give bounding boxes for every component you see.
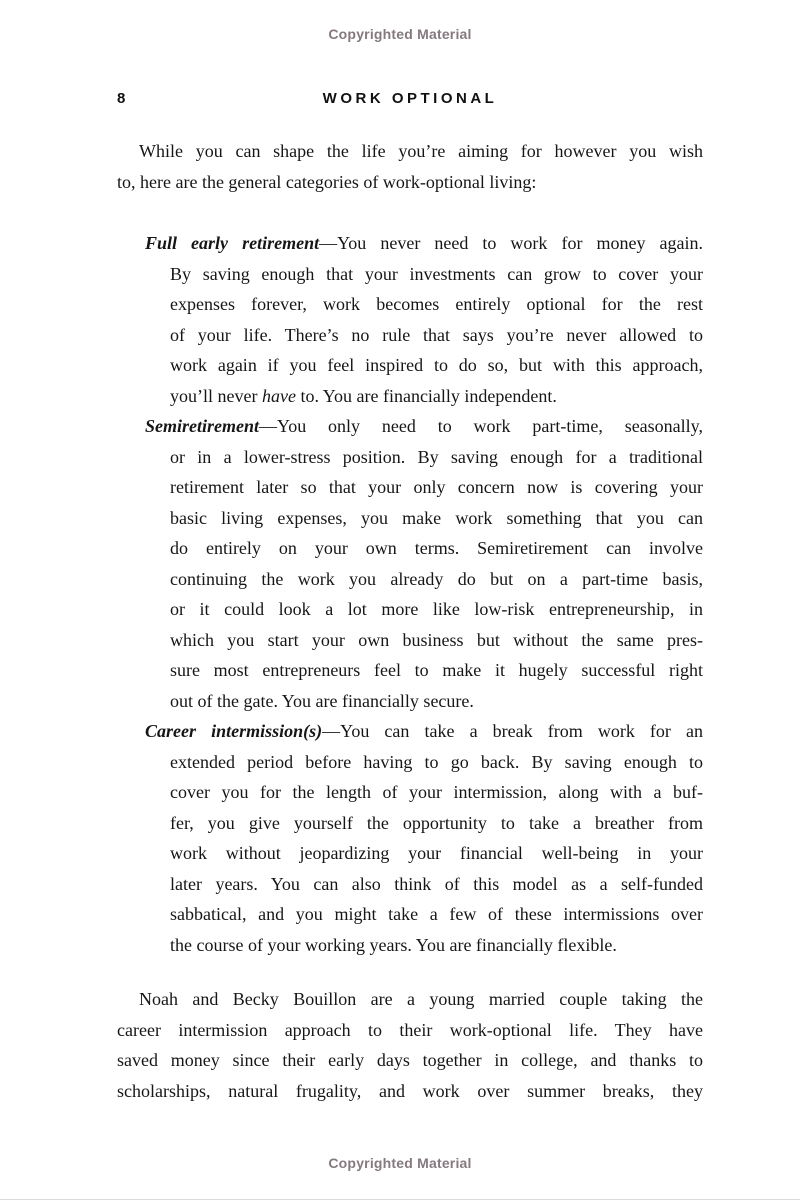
- body-text: work again if you feel inspired to do so, but with this approach,: [170, 355, 703, 375]
- text-line: [117, 899, 703, 930]
- page-number: 8: [117, 90, 126, 107]
- text-line: [117, 136, 703, 167]
- body-text: scholarships, natural frugality, and work over summer breaks, they: [117, 1080, 703, 1101]
- body-text: By saving enough that your investments can grow to cover your: [170, 263, 703, 284]
- text-line: [117, 655, 703, 686]
- text-line: [117, 747, 703, 778]
- body-text: or it could look a lot more like low-risk entrepreneurship, in: [170, 599, 703, 619]
- text-line: [117, 381, 703, 412]
- emphasized-text: Semiretirement: [145, 416, 259, 436]
- emphasized-text: have: [261, 385, 296, 406]
- body-text: saved money since their early days together in college, and thanks to: [117, 1050, 703, 1070]
- intro-paragraph: [117, 136, 703, 197]
- body-text: cover you for the length of your intermission, along with a buf-: [170, 782, 703, 802]
- body-text: —You never need to work for money again.: [319, 233, 703, 253]
- copyright-watermark-top: Copyrighted Material: [328, 26, 472, 42]
- text-line: [117, 442, 703, 473]
- text-line: [117, 1015, 703, 1046]
- text-line: [117, 1045, 703, 1076]
- text-line: [117, 533, 703, 564]
- body-text: career intermission approach to their work-optional life. They have: [117, 1019, 703, 1040]
- body-text: continuing the work you already do but on a part-time basis,: [170, 568, 703, 589]
- text-line: [117, 167, 703, 198]
- text-line: [117, 808, 703, 839]
- text-line: [117, 259, 703, 290]
- body-text: do entirely on your own terms. Semiretirement can involve: [170, 538, 703, 558]
- body-text: retirement later so that your only concern now is covering your: [170, 477, 703, 497]
- text-line: [117, 320, 703, 351]
- page-header: [117, 90, 703, 108]
- body-text: work without jeopardizing your financial well-being in your: [170, 843, 703, 863]
- text-line: [117, 838, 703, 869]
- body-text: you’ll never: [170, 385, 262, 406]
- text-line: [117, 869, 703, 900]
- text-line: [117, 686, 703, 717]
- text-line: [117, 777, 703, 808]
- body-text: of your life. There’s no rule that says you’re never allowed to: [170, 324, 703, 345]
- body-text: sabbatical, and you might take a few of these intermissions over: [170, 904, 703, 924]
- body-text: to. You are financially independent.: [295, 385, 557, 406]
- category-list: [117, 228, 703, 960]
- body-text: extended period before having to go back. By saving enough to: [170, 751, 703, 772]
- text-line: [117, 411, 703, 442]
- body-text: Noah and Becky Bouillon are a young married couple taking the: [139, 989, 703, 1009]
- emphasized-text: Full early retirement: [145, 233, 320, 253]
- body-text: While you can shape the life you’re aiming for however you wish: [139, 141, 703, 161]
- text-line: [117, 228, 703, 259]
- body-text: —You only need to work part-time, seasonally,: [259, 416, 703, 436]
- closing-paragraph: [117, 984, 703, 1106]
- body-text: expenses forever, work becomes entirely optional for the rest: [170, 294, 703, 314]
- body-text: —You can take a break from work for an: [322, 721, 703, 741]
- text-line: [117, 930, 703, 961]
- page-body: [117, 136, 703, 1106]
- text-line: [117, 594, 703, 625]
- text-line: [117, 289, 703, 320]
- body-text: fer, you give yourself the opportunity to take a breather from: [170, 812, 703, 833]
- body-text: or in a lower-stress position. By saving enough for a traditional: [170, 446, 703, 467]
- text-line: [117, 472, 703, 503]
- text-line: [117, 716, 703, 747]
- text-line: [117, 503, 703, 534]
- body-text: later years. You can also think of this model as a self-funded: [170, 873, 703, 894]
- body-text: sure most entrepreneurs feel to make it hugely successful right: [170, 660, 703, 680]
- body-text: out of the gate. You are financially secure.: [170, 690, 474, 711]
- emphasized-text: Career intermission(s): [145, 721, 323, 741]
- page-content: [117, 90, 703, 1106]
- body-text: which you start your own business but without the same pres-: [170, 629, 703, 650]
- text-line: [117, 984, 703, 1015]
- copyright-watermark-bottom: Copyrighted Material: [328, 1155, 472, 1171]
- running-header-title: WORK OPTIONAL: [322, 90, 498, 107]
- body-text: basic living expenses, you make work something that you can: [170, 507, 703, 528]
- text-line: [117, 625, 703, 656]
- text-line: [117, 564, 703, 595]
- body-text: to, here are the general categories of work-optional living:: [117, 171, 537, 192]
- body-text: the course of your working years. You are financially flexible.: [170, 934, 617, 955]
- text-line: [117, 350, 703, 381]
- text-line: [117, 1076, 703, 1107]
